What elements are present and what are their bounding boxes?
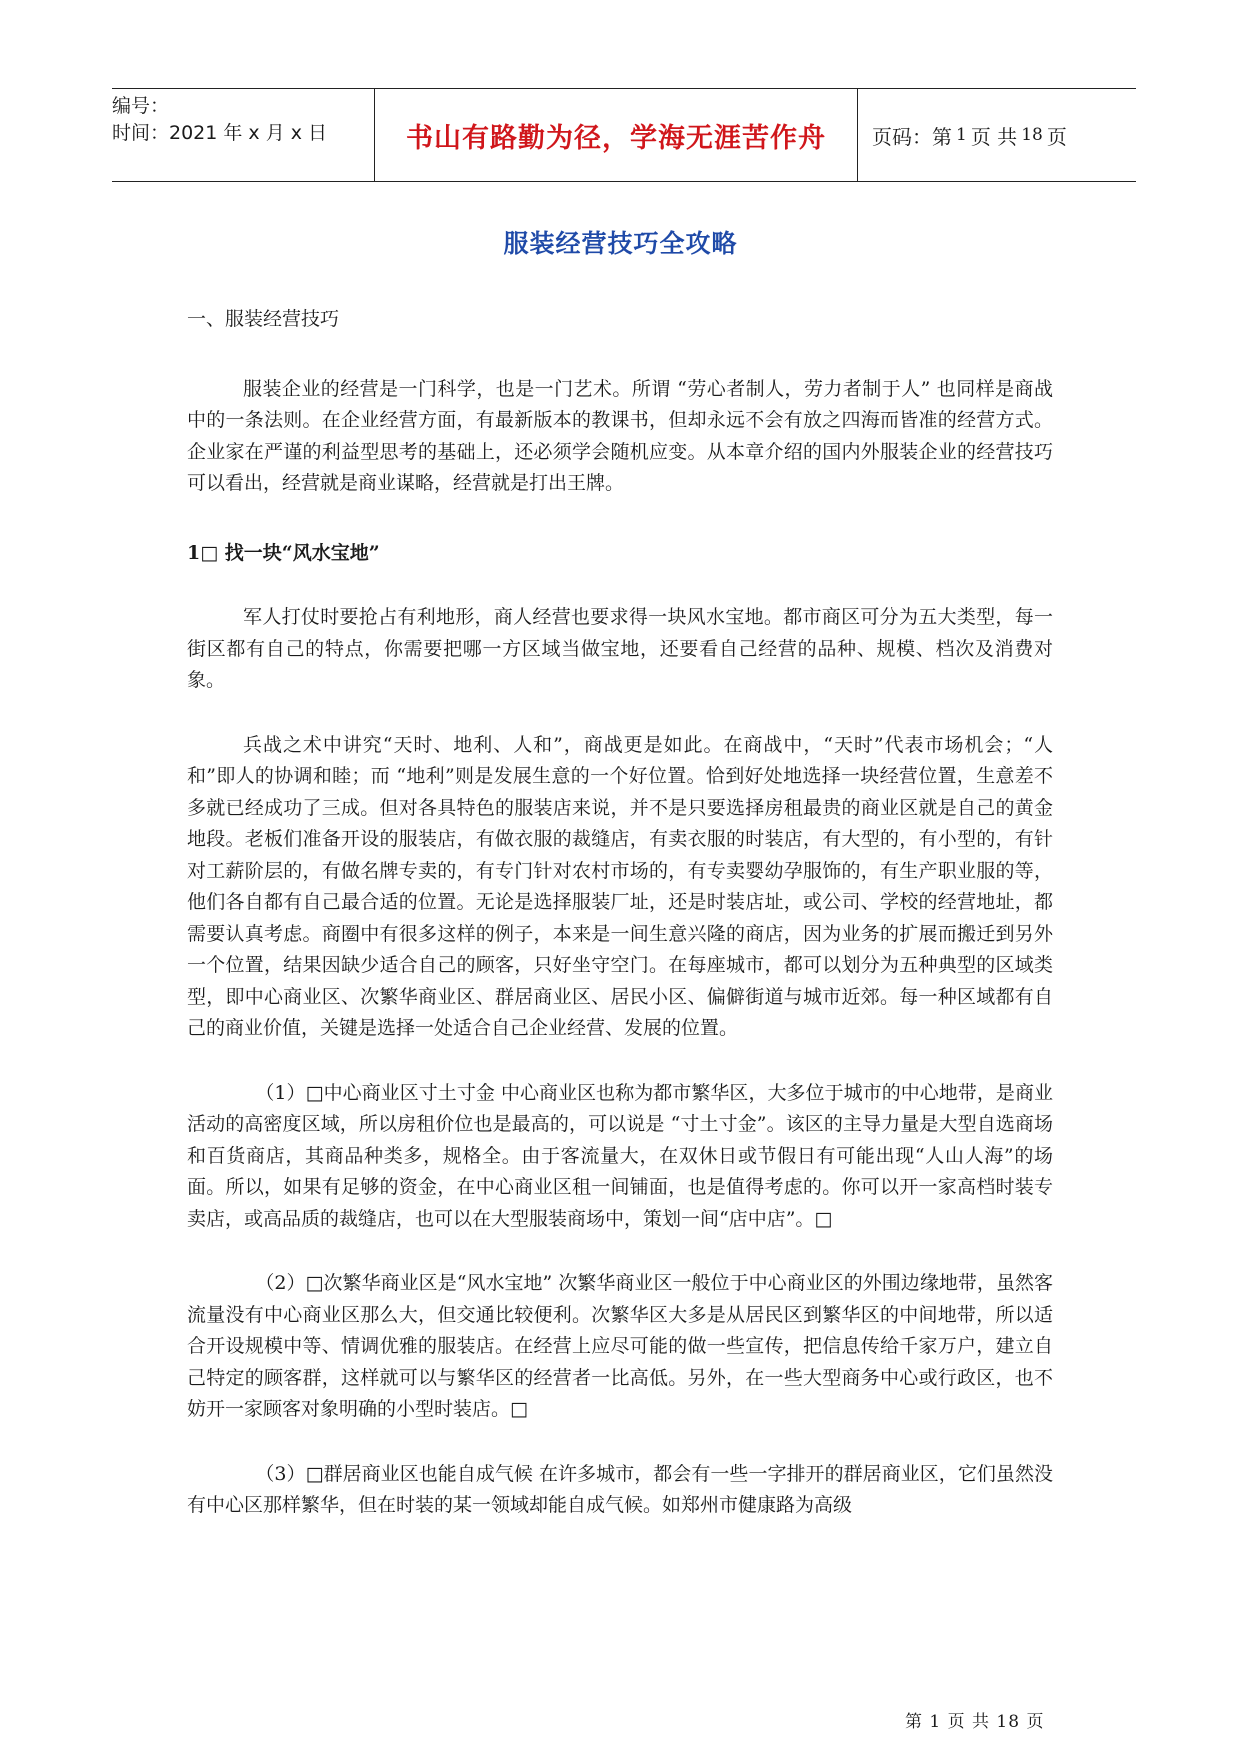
page-footer: 第 1 页 共 18 页	[905, 1712, 1045, 1732]
paragraph: 军人打仗时要抢占有利地形，商人经营也要求得一块风水宝地。都市商区可分为五大类型，每一街区都有自己的特点，你需要把哪一方区域当做宝地，还要看自己经营的品种、规模、档次及消费对象。	[187, 606, 1053, 691]
paragraph: （1）□中心商业区寸土寸金 中心商业区也称为都市繁华区，大多位于城市的中心地带，是商业活动的高密度区域，所以房租价位也是最高的，可以说是 “寸土寸金”。该区的主导力量是大型自选商场和百货商店，其商品种类多，规格全。由于客流量大，在双休日或节假日有可能出现“人山人海”的场面。所以，如果有足够的资金，在中心商业区租一间铺面，也是值得考虑的。你可以开一家高档时装专卖店，或高品质的裁缝店，也可以在大型服装商场中，策划一间“店中店”。□	[187, 1081, 1053, 1230]
section-heading: 一、服装经营技巧	[187, 308, 340, 330]
page-prefix: 页码：第	[872, 124, 952, 149]
page-mid: 页 共	[970, 124, 1018, 149]
header-motto: 书山有路勤为径，学海无涯苦作舟	[374, 89, 858, 181]
intro-paragraph: 服装企业的经营是一门科学，也是一门艺术。所谓 “劳心者制人，劳力者制于人” 也同样是商战中的一条法则。在企业经营方面，有最新版本的教课书，但却永远不会有放之四海而皆准的经营方式。企业家在严谨的利益型思考的基础上，还必须学会随机应变。从本章介绍的国内外服装企业的经营技巧可以看出，经营就是商业谋略，经营就是打出王牌。	[187, 377, 1053, 494]
paragraph: 兵战之术中讲究“天时、地利、人和”，商战更是如此。在商战中，“天时”代表市场机会；“人和”即人的协调和睦；而 “地利”则是发展生意的一个好位置。恰到好处地选择一块经营位置，生意差不多就已经成功了三成。但对各具特色的服装店来说，并不是只要选择房租最贵的商业区就是自己的黄金地段。老板们准备开设的服装店，有做衣服的裁缝店，有卖衣服的时装店，有大型的，有小型的，有针对工薪阶层的，有做名牌专卖的，有专门针对农村市场的，有专卖婴幼孕服饰的，有生产职业服的等，他们各自都有自己最合适的位置。无论是选择服装厂址，还是时装店址，或公司、学校的经营地址，都需要认真考虑。商圈中有很多这样的例子，本来是一间生意兴隆的商店，因为业务的扩展而搬迁到另外一个位置，结果因缺少适合自己的顾客，只好坐守空门。在每座城市，都可以划分为五种典型的区域类型，即中心商业区、次繁华商业区、群居商业区、居民小区、偏僻街道与城市近郊。每一种区域都有自己的商业价值，关键是选择一处适合自己企业经营、发展的位置。	[187, 733, 1053, 1039]
header-page-number	[858, 89, 1136, 181]
sub-heading: 1□ 找一块“风水宝地”	[187, 541, 380, 564]
document-body	[187, 304, 1053, 1522]
header-meta	[112, 89, 374, 181]
page-total: 18	[1021, 125, 1043, 145]
page-header	[112, 88, 1136, 182]
page-suffix: 页	[1046, 124, 1067, 149]
paragraph: （3）□群居商业区也能自成气候 在许多城市，都会有一些一字排开的群居商业区，它们虽然没有中心区那样繁华，但在时装的某一领域却能自成气候。如郑州市健康路为高级	[187, 1462, 1053, 1516]
document-title: 服装经营技巧全攻略	[503, 229, 738, 258]
page-current: 1	[956, 125, 967, 145]
document-time: 时间：2021 年 x 月 x 日	[112, 122, 328, 144]
paragraph: （2）□次繁华商业区是“风水宝地” 次繁华商业区一般位于中心商业区的外围边缘地带，虽然客流量没有中心商业区那么大，但交通比较便利。次繁华区大多是从居民区到繁华区的中间地带，所以适合开设规模中等、情调优雅的服装店。在经营上应尽可能的做一些宣传，把信息传给千家万户，建立自己特定的顾客群，这样就可以与繁华区的经营者一比高低。另外，在一些大型商务中心或行政区，也不妨开一家顾客对象明确的小型时装店。□	[187, 1272, 1053, 1420]
document-code-label: 编号：	[112, 95, 170, 117]
